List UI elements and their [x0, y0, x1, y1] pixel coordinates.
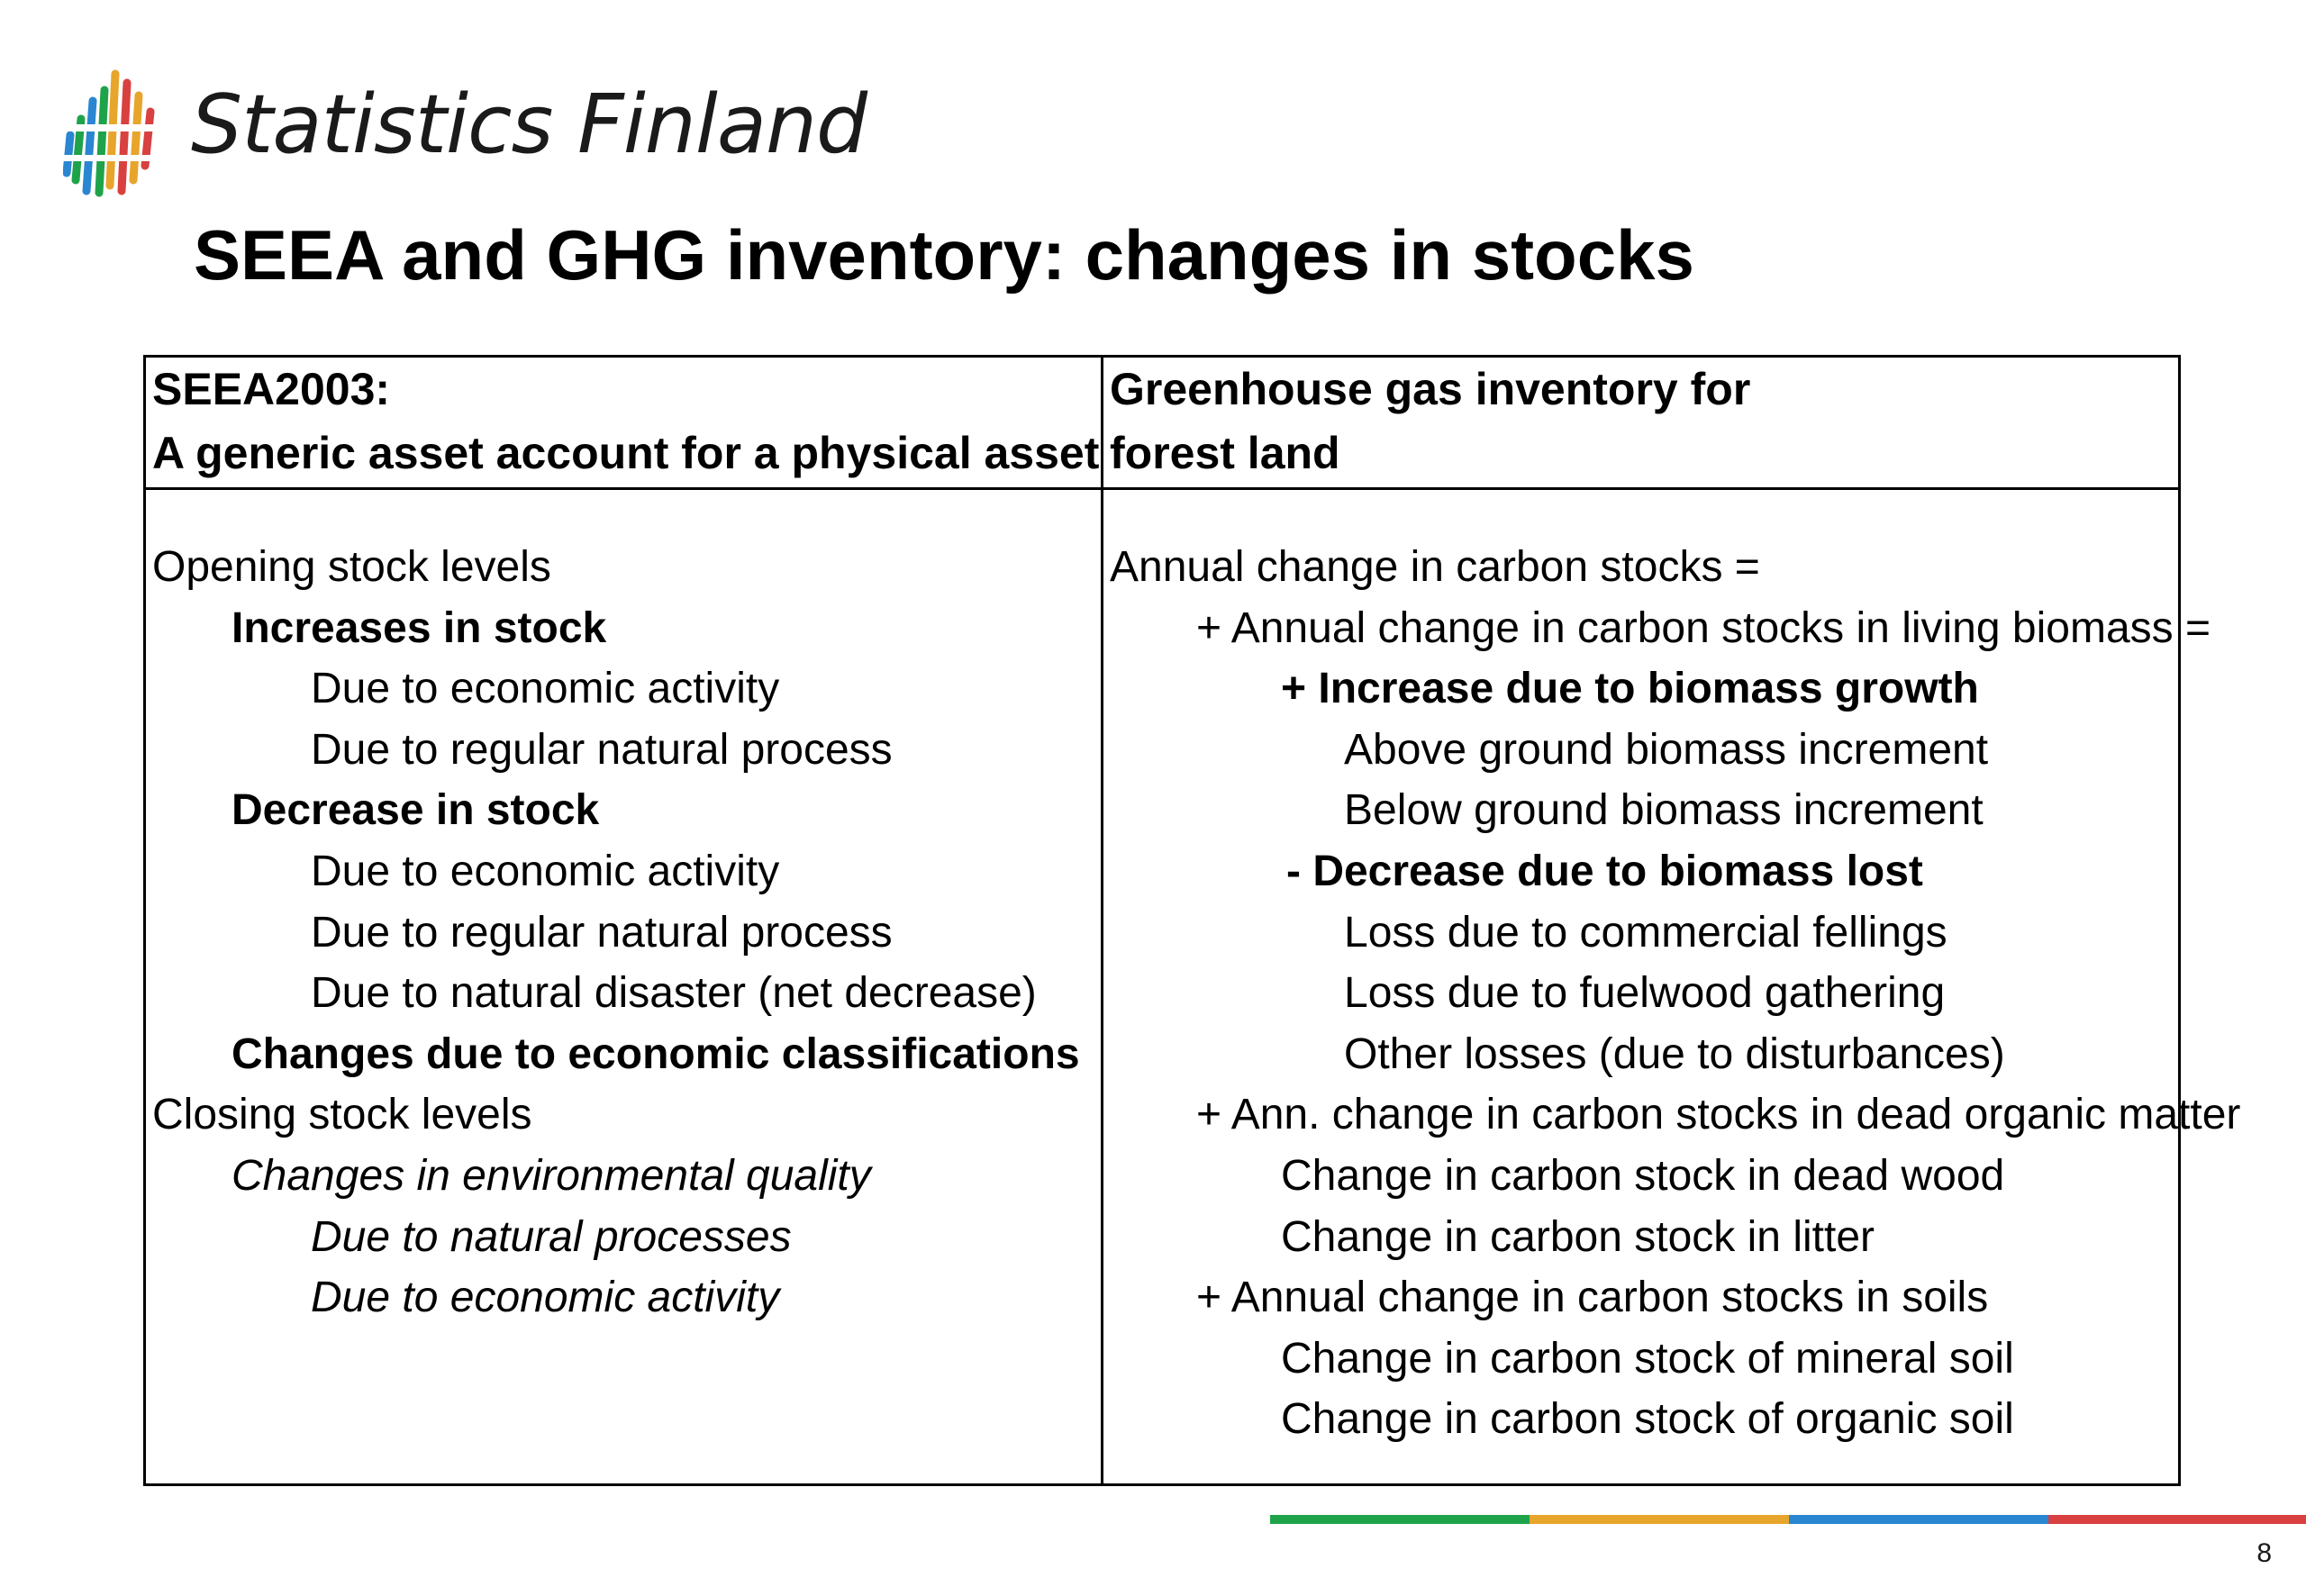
ghg-inventory-column — [1103, 489, 2241, 1485]
list-item: Closing stock levels — [152, 1091, 532, 1139]
accent-bar-blue — [1789, 1515, 2048, 1524]
list-item: Other losses (due to disturbances) — [1344, 1029, 2005, 1078]
list-item: Due to regular natural process — [311, 725, 893, 774]
list-item: + Annual change in carbon stocks in living biomass = — [1196, 603, 2211, 652]
list-item: Change in carbon stock in litter — [1281, 1212, 1875, 1261]
list-item: Changes in environmental quality — [232, 1151, 871, 1200]
right-header-line: Greenhouse gas inventory for — [1110, 364, 1751, 414]
list-item: Changes due to economic classifications — [232, 1029, 1080, 1078]
list-item: Due to economic activity — [311, 847, 780, 895]
list-item: Due to economic activity — [311, 1274, 780, 1322]
list-item: Change in carbon stock of organic soil — [1281, 1395, 2014, 1444]
list-item: Loss due to commercial fellings — [1344, 908, 1947, 957]
list-item: + Increase due to biomass growth — [1281, 665, 1979, 713]
list-item: + Annual change in carbon stocks in soils — [1196, 1274, 1989, 1322]
list-item: Due to natural processes — [311, 1212, 792, 1261]
list-item: Loss due to fuelwood gathering — [1344, 969, 1946, 1018]
accent-bar-orange — [1530, 1515, 1789, 1524]
logo-wordmark: Statistics Finland — [191, 77, 867, 172]
list-item: - Decrease due to biomass lost — [1286, 847, 1923, 895]
list-item: Due to natural disaster (net decrease) — [311, 969, 1037, 1018]
right-header-line: forest land — [1110, 428, 1340, 478]
statistics-finland-logo-icon — [63, 65, 164, 200]
list-item: Above ground biomass increment — [1344, 725, 1989, 774]
page-title: SEEA and GHG inventory: changes in stocks — [194, 215, 1694, 295]
accent-bar-green — [1270, 1515, 1530, 1524]
left-header-line: A generic asset account for a physical asset — [152, 428, 1100, 478]
list-item: Change in carbon stock of mineral soil — [1281, 1334, 2014, 1383]
accent-bar-red — [2048, 1515, 2306, 1524]
list-item: Change in carbon stock in dead wood — [1281, 1151, 2005, 1200]
list-item: Due to regular natural process — [311, 908, 893, 957]
right-column-header — [1103, 357, 2180, 489]
page-number: 8 — [2256, 1538, 2272, 1568]
table-body-row — [145, 489, 2180, 1485]
list-item: + Ann. change in carbon stocks in dead organic matter — [1196, 1091, 2241, 1139]
list-item: Below ground biomass increment — [1344, 786, 1984, 835]
list-item: Increases in stock — [232, 603, 607, 652]
left-column-header — [145, 357, 1103, 489]
list-item: Annual change in carbon stocks = — [1110, 543, 1760, 591]
list-item: Decrease in stock — [232, 786, 600, 835]
table-header-row — [145, 357, 2180, 489]
comparison-table — [143, 355, 2241, 1486]
seea-asset-account-column — [145, 489, 1103, 1485]
list-item: Opening stock levels — [152, 543, 551, 591]
list-item: Due to economic activity — [311, 665, 780, 713]
left-header-line: SEEA2003: — [152, 364, 391, 414]
